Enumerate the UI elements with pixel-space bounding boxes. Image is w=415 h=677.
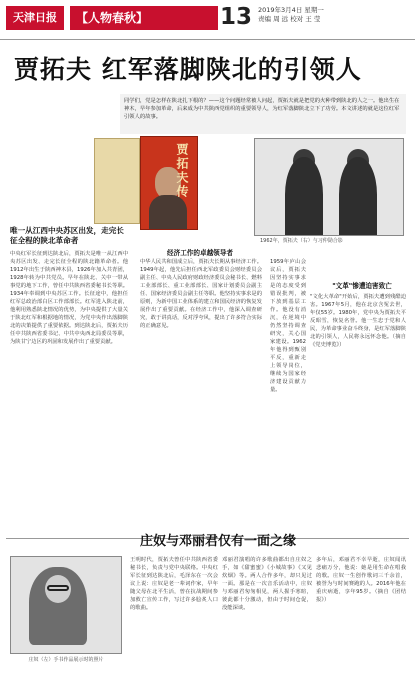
subhead-middle: 经济工作的卓越领导者 bbox=[167, 249, 233, 257]
page-number: 13 bbox=[220, 4, 253, 30]
lead-paragraph: 同学们，党是怎样在陕北扎下根的？——这个问题经常被人问起，贾拓夫就是把党的火种带到陕北的人之一。他出生在神木，早年参加革命，后来成为中共陕西党组织的重要领导人，为红军落脚陕北立下了功劳。本文讲述的就是这位红军引领人的故事。 bbox=[120, 94, 406, 134]
historical-photo bbox=[254, 138, 404, 236]
article-column-2: 中华人民共和国成立后，贾拓夫长期从事经济工作。1949年起，他先后担任西北军政委员会财经委员会副主任、中央人民政府财政经济委员会秘书长、燃料工业部部长、重工业部部长、国家计划委员会副主任、国家经济委员会副主任等职。他坚持实事求是的原则，为新中国工业体系的建立和国民经济的恢复发展作出了重要贡献。在经济工作中，他深入调查研究，敢于讲真话，反对浮夸风，提出了许多符合实际的正确意见。 bbox=[140, 259, 262, 329]
newspaper-logo: 天津日报 bbox=[6, 6, 64, 30]
glasses-icon bbox=[47, 585, 69, 591]
photo-figure-right bbox=[339, 157, 377, 235]
book-image-back bbox=[94, 138, 140, 224]
subhead-left: 唯一从江西中央苏区出发，走完长征全程的陕北革命者 bbox=[10, 226, 124, 245]
article-column-3: 1959年庐山会议后，贾拓夫因坚持实事求是的态度受到错误批判，被下放到基层工作。他没有消沉，在逆境中仍然坚持调查研究，关心国家建设。1962年他得到甄别平反，重新走上领导岗位，继续为国家经济建设贡献力量。 bbox=[270, 259, 306, 393]
article-column-4: "文化大革命"开始后，贾拓夫遭到残酷迫害。1967年5月，他在北京含冤去世，年仅55岁。1980年，党中央为贾拓夫平反昭雪，恢复名誉。他一生忠于党和人民，为革命事业奋斗终身，是红军落脚陕北的引领人，人民将永远怀念他。（摘自《党史博览》） bbox=[310, 294, 406, 348]
book-cover-image bbox=[140, 136, 198, 230]
bottom-photo-caption: 庄奴（左）手书作品展示时的照片 bbox=[28, 657, 104, 663]
article-column-1: 中央红军长征到达陕北后，贾拓夫是唯一从江西中央苏区出发、走完长征全程的陕北籍革命者。他1912年出生于陕西神木县，1926年加入共青团，1928年转为中共党员。早年在陕北、关中一带从事党的地下工作，曾任中共陕西省委秘书长等职。1934年奉调到中央苏区工作。长征途中，他担任红军总政治部白区工作部部长。红军进入陕北前，他利用熟悉陕北情况的优势，为中央提供了大量关于陕北红军和根据地的情况，为党中央作出落脚陕北的决策提供了重要依据。到达陕北后，贾拓夫历任中共陕西省委书记、中共中央西北局委员等职，为陕甘宁边区的巩固和发展作出了重要贡献。 bbox=[10, 251, 128, 345]
masthead bbox=[0, 0, 415, 40]
bottom-photo bbox=[10, 556, 122, 654]
second-article-column-2: 邓丽君演唱的许多歌曲都出自庄奴之手，如《甜蜜蜜》《小城故事》《又见炊烟》等。两人合作多年，却只见过一面。那是在一次音乐活动中，庄奴与邓丽君匆匆相见，两人握手寒暄，彼此都十分激动，但由于时间仓促，没能深谈。 bbox=[222, 557, 312, 611]
editor-line: 责编 周 远 校对 王 莹 bbox=[258, 15, 321, 23]
second-article-column-3: 多年后，邓丽君不幸早逝，庄奴闻讯悲痛万分，他说：她是用生命在唱我的歌。庄奴一生创作歌词三千余首，被誉为与时间赛跑的人。2016年他在重庆病逝，享年95岁。（摘自《团结报》） bbox=[316, 557, 406, 603]
photo-right-caption: 1962年，贾拓夫（右）与习仲勋合影 bbox=[260, 238, 343, 244]
portrait-body bbox=[149, 195, 187, 230]
date-info bbox=[258, 6, 408, 24]
date-line: 2019年3月4日 星期一 bbox=[258, 6, 324, 14]
second-headline: 庄奴与邓丽君仅有一面之缘 bbox=[140, 534, 297, 549]
book-cover-title-art: 贾拓夫传 bbox=[175, 143, 189, 199]
second-article-column-1: 王明时代，贾拓夫曾任中共陕西省委秘书长，负责与党中央联络。中央红军长征到达陕北后，毛泽东在一次会议上说：庄奴是老一辈词作家，早年随父母在北平生活，曾在抗战期间参加救亡宣传工作，写过许多脍炙人口的歌曲。 bbox=[130, 557, 218, 611]
photo-figure-left bbox=[285, 157, 323, 235]
subhead-right: "文革"惨遭迫害致亡 bbox=[332, 282, 392, 290]
main-headline: 贾拓夫 红军落脚陕北的引领人 bbox=[14, 55, 362, 84]
section-title: 【人物春秋】 bbox=[70, 6, 218, 30]
